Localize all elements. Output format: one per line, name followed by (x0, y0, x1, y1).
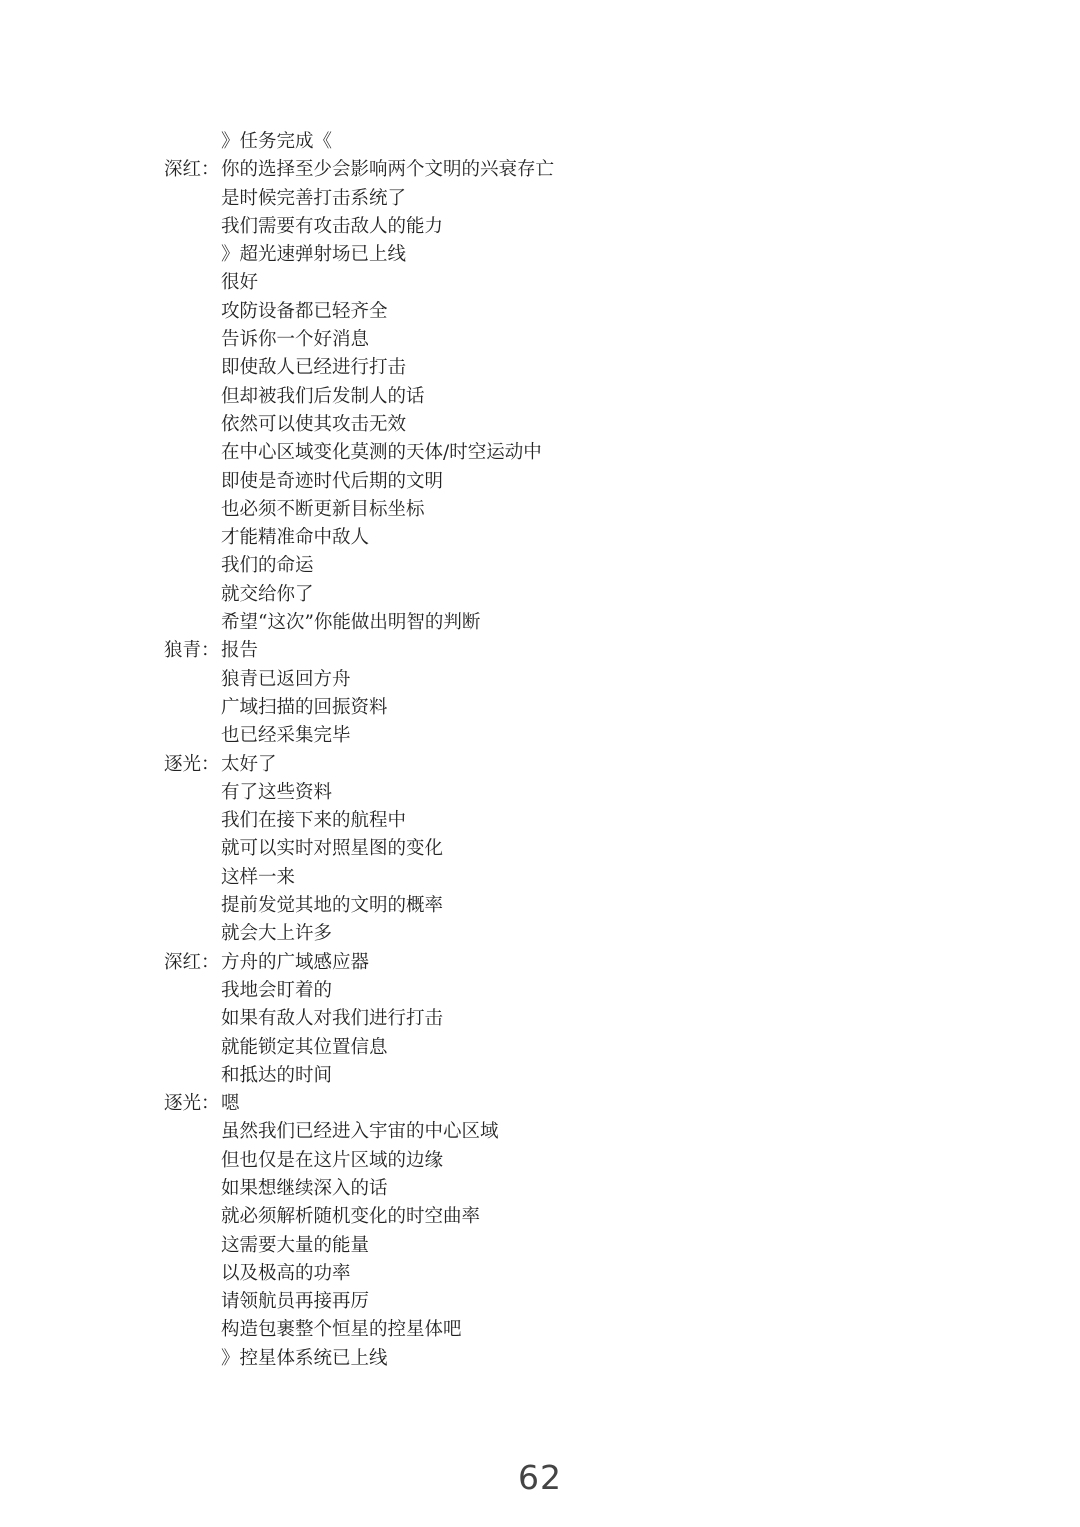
dialogue-text: 就可以实时对照星图的变化 (221, 838, 444, 860)
dialogue-text: 构造包裹整个恒星的控星体吧 (221, 1319, 462, 1341)
dialogue-line (164, 128, 884, 156)
dialogue-text: 》超光速弹射场已上线 (221, 244, 407, 266)
dialogue-text: 依然可以使其攻击无效 (221, 413, 407, 435)
dialogue-text: 就必须解析随机变化的时空曲率 (221, 1206, 481, 1228)
dialogue-text: 如果有敌人对我们进行打击 (221, 1008, 444, 1030)
dialogue-text: 我们需要有攻击敌人的能力 (221, 215, 444, 237)
dialogue-text: 很好 (221, 272, 259, 294)
dialogue-line (164, 1147, 884, 1175)
dialogue-line (164, 1118, 884, 1146)
dialogue-line (164, 1090, 884, 1118)
dialogue-line (164, 1175, 884, 1203)
dialogue-line (164, 524, 884, 552)
dialogue-line (164, 1288, 884, 1316)
dialogue-text: 希望“这次”你能做出明智的判断 (221, 612, 481, 634)
dialogue-text: 我们的命运 (221, 555, 314, 577)
dialogue-line (164, 1232, 884, 1260)
dialogue-line (164, 1316, 884, 1344)
dialogue-text: 我地会盯着的 (221, 979, 333, 1001)
dialogue-text: 提前发觉其地的文明的概率 (221, 895, 444, 917)
dialogue-line (164, 298, 884, 326)
dialogue-line (164, 807, 884, 835)
dialogue-text: 也必须不断更新目标坐标 (221, 498, 425, 520)
dialogue-text: 你的选择至少会影响两个文明的兴衰存亡 (221, 159, 555, 181)
dialogue-text: 这需要大量的能量 (221, 1234, 370, 1256)
dialogue-line (164, 694, 884, 722)
dialogue-text: 狼青已返回方舟 (221, 668, 351, 690)
page-number: 62 (518, 1458, 562, 1497)
dialogue-line (164, 637, 884, 665)
dialogue-text: 就交给你了 (221, 583, 314, 605)
dialogue-text: 即使敌人已经进行打击 (221, 357, 407, 379)
dialogue-line (164, 1345, 884, 1373)
dialogue-line (164, 666, 884, 694)
dialogue-line (164, 751, 884, 779)
dialogue-text: 虽然我们已经进入宇宙的中心区域 (221, 1121, 499, 1143)
dialogue-text: 》任务完成《 (221, 131, 333, 152)
dialogue-line (164, 439, 884, 467)
dialogue-line (164, 977, 884, 1005)
dialogue-text: 是时候完善打击系统了 (221, 187, 407, 209)
dialogue-line (164, 269, 884, 297)
dialogue-line (164, 864, 884, 892)
dialogue-text: 告诉你一个好消息 (221, 329, 370, 351)
speaker-name: 狼青： (164, 640, 220, 662)
dialogue-text: 就会大上许多 (221, 923, 333, 945)
dialogue-text: 在中心区域变化莫测的天体/时空运动中 (221, 442, 542, 464)
dialogue-text: 我们在接下来的航程中 (221, 810, 407, 832)
dialogue-script (164, 128, 884, 1373)
dialogue-line (164, 1260, 884, 1288)
dialogue-text: 广域扫描的回振资料 (221, 696, 388, 718)
dialogue-text: 这样一来 (221, 866, 296, 888)
dialogue-line (164, 779, 884, 807)
dialogue-line (164, 835, 884, 863)
dialogue-text: 请领航员再接再厉 (221, 1291, 370, 1313)
dialogue-line (164, 326, 884, 354)
dialogue-line (164, 383, 884, 411)
dialogue-text: 但也仅是在这片区域的边缘 (221, 1149, 444, 1171)
dialogue-line (164, 496, 884, 524)
dialogue-text: 和抵达的时间 (221, 1064, 333, 1086)
dialogue-line (164, 609, 884, 637)
dialogue-text: 》控星体系统已上线 (221, 1347, 388, 1369)
dialogue-line (164, 213, 884, 241)
dialogue-line (164, 920, 884, 948)
dialogue-text: 太好了 (221, 753, 277, 775)
dialogue-text: 以及极高的功率 (221, 1262, 351, 1284)
dialogue-line (164, 552, 884, 580)
dialogue-line (164, 1034, 884, 1062)
speaker-name: 逐光： (164, 1093, 220, 1115)
dialogue-line (164, 892, 884, 920)
dialogue-line (164, 1005, 884, 1033)
dialogue-line (164, 468, 884, 496)
dialogue-text: 即使是奇迹时代后期的文明 (221, 470, 444, 492)
dialogue-text: 嗯 (221, 1093, 240, 1115)
dialogue-text: 才能精准命中敌人 (221, 527, 370, 549)
speaker-name: 深红： (164, 951, 220, 973)
dialogue-text: 方舟的广域感应器 (221, 951, 370, 973)
dialogue-line (164, 156, 884, 184)
dialogue-text: 攻防设备都已轻齐全 (221, 300, 388, 322)
dialogue-text: 有了这些资料 (221, 781, 333, 803)
dialogue-line (164, 1062, 884, 1090)
dialogue-line (164, 722, 884, 750)
dialogue-line (164, 1203, 884, 1231)
dialogue-line (164, 411, 884, 439)
speaker-name: 深红： (164, 159, 220, 181)
dialogue-line (164, 949, 884, 977)
dialogue-line (164, 185, 884, 213)
dialogue-text: 如果想继续深入的话 (221, 1177, 388, 1199)
dialogue-line (164, 581, 884, 609)
dialogue-text: 就能锁定其位置信息 (221, 1036, 388, 1058)
dialogue-line (164, 354, 884, 382)
speaker-name: 逐光： (164, 753, 220, 775)
dialogue-line (164, 241, 884, 269)
dialogue-text: 也已经采集完毕 (221, 725, 351, 747)
dialogue-text: 报告 (221, 640, 259, 662)
dialogue-text: 但却被我们后发制人的话 (221, 385, 425, 407)
